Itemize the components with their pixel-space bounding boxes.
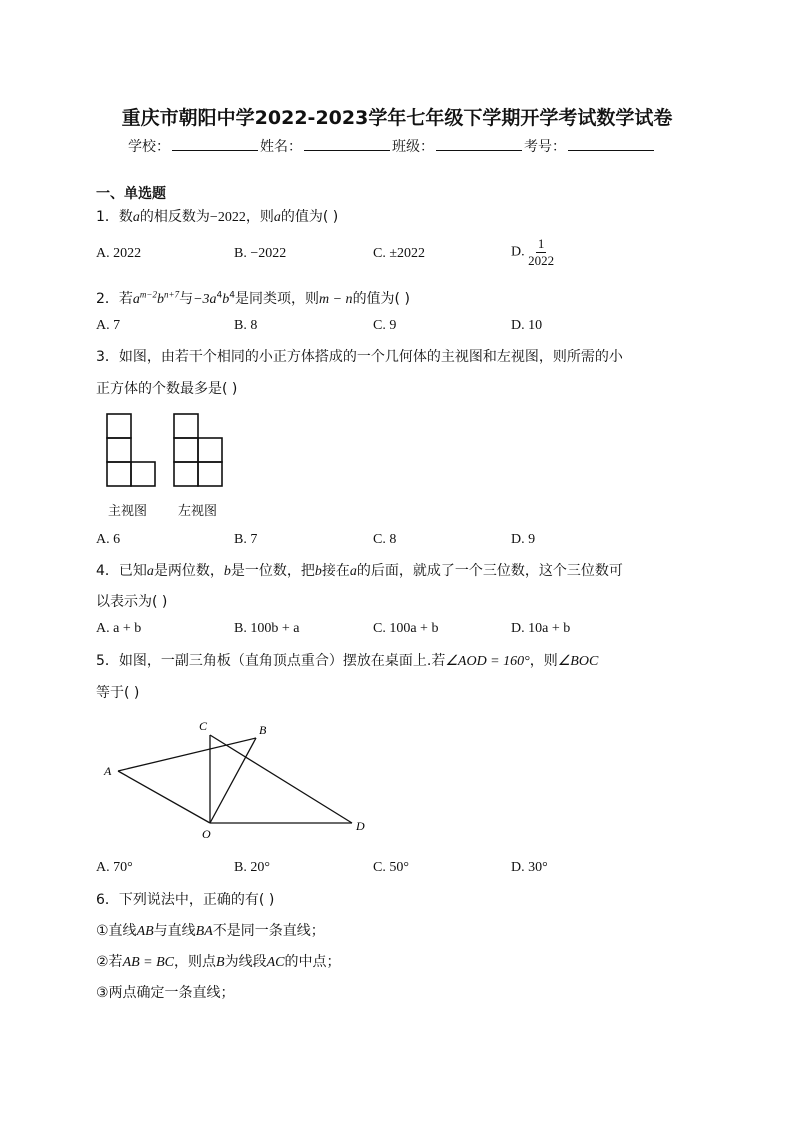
question-2-stem: 2．若$a^{m-2}b^{n+7}$与$-3a^4b^4$是同类项，则m − n的值为( )	[96, 289, 410, 307]
triangle-figure	[96, 712, 376, 844]
q5-option-b[interactable]: B. 20°	[234, 860, 270, 875]
class-blank	[436, 138, 522, 151]
fraction: $\frac{1}{2022}$	[528, 236, 555, 268]
q4-option-c[interactable]: C. 100a + b	[373, 621, 439, 636]
name-label: 姓名：	[260, 139, 302, 155]
front-view	[107, 414, 155, 486]
q3-option-b[interactable]: B. 7	[234, 532, 258, 547]
number-blank	[568, 138, 654, 151]
q2-option-b[interactable]: B. 8	[234, 318, 258, 333]
q5-option-a[interactable]: A. 70°	[96, 860, 133, 875]
q5-option-d[interactable]: D. 30°	[511, 860, 548, 875]
q6-statement-1: ①直线AB与直线BA不是同一条直线；	[96, 923, 325, 939]
point-d-label: D	[356, 819, 365, 833]
q1-option-b[interactable]: B. −2022	[234, 246, 287, 261]
q2-option-c[interactable]: C. 9	[373, 318, 397, 333]
front-view-label: 主视图	[108, 504, 148, 519]
q4-option-a[interactable]: A. a + b	[96, 621, 142, 636]
student-info-line	[128, 136, 656, 156]
q6-statement-3: ③两点确定一条直线；	[96, 985, 235, 1001]
q6-statement-2: ②若AB = BC，则点B为线段AC的中点；	[96, 954, 341, 970]
left-view	[174, 414, 222, 486]
school-label: 学校：	[128, 139, 170, 155]
name-blank	[304, 138, 390, 151]
q1-option-c[interactable]: C. ±2022	[373, 246, 426, 261]
point-a-label: A	[104, 764, 112, 778]
q2-option-a[interactable]: A. 7	[96, 318, 121, 333]
question-6-stem: 6．下列说法中，正确的有( )	[96, 892, 275, 908]
segment-ob	[210, 738, 256, 823]
q4-option-b[interactable]: B. 100b + a	[234, 621, 300, 636]
q5-option-c[interactable]: C. 50°	[373, 860, 409, 875]
q1-option-a[interactable]: A. 2022	[96, 246, 142, 261]
page-title: 重庆市朝阳中学2022-2023学年七年级下学期开学考试数学试卷	[121, 107, 673, 129]
segment-ao	[118, 771, 210, 823]
left-view-label: 左视图	[178, 504, 218, 519]
segment-cd	[210, 735, 352, 823]
question-3-line2: 正方体的个数最多是( )	[96, 381, 238, 397]
question-4-line1: 4．已知a是两位数，b是一位数，把b接在a的后面，就成了一个三位数，这个三位数可	[96, 563, 623, 579]
question-5-line1: 5．如图，一副三角板（直角顶点重合）摆放在桌面上.若∠AOD = 160°，则∠BOC	[96, 653, 599, 669]
question-1-stem: 1．数a的相反数为−2022，则a的值为( )	[96, 209, 339, 225]
question-5-line2: 等于( )	[96, 685, 140, 701]
class-label: 班级：	[392, 139, 434, 155]
number-label: 考号：	[524, 139, 566, 155]
three-view-figure	[100, 410, 230, 492]
segment-ab	[118, 738, 256, 771]
q4-option-d[interactable]: D. 10a + b	[511, 621, 571, 636]
q3-option-a[interactable]: A. 6	[96, 532, 121, 547]
q1-option-d[interactable]: D. $\frac{1}{2022}$	[511, 236, 555, 268]
q3-option-c[interactable]: C. 8	[373, 532, 397, 547]
point-b-label: B	[259, 723, 267, 737]
q2-option-d[interactable]: D. 10	[511, 318, 543, 333]
section-heading: 一、单选题	[96, 186, 166, 202]
point-o-label: O	[202, 827, 211, 841]
q3-option-d[interactable]: D. 9	[511, 532, 536, 547]
school-blank	[172, 138, 258, 151]
point-c-label: C	[199, 719, 208, 733]
question-3-line1: 3．如图，由若干个相同的小正方体搭成的一个几何体的主视图和左视图，则所需的小	[96, 349, 623, 365]
question-4-line2: 以表示为( )	[96, 594, 168, 610]
